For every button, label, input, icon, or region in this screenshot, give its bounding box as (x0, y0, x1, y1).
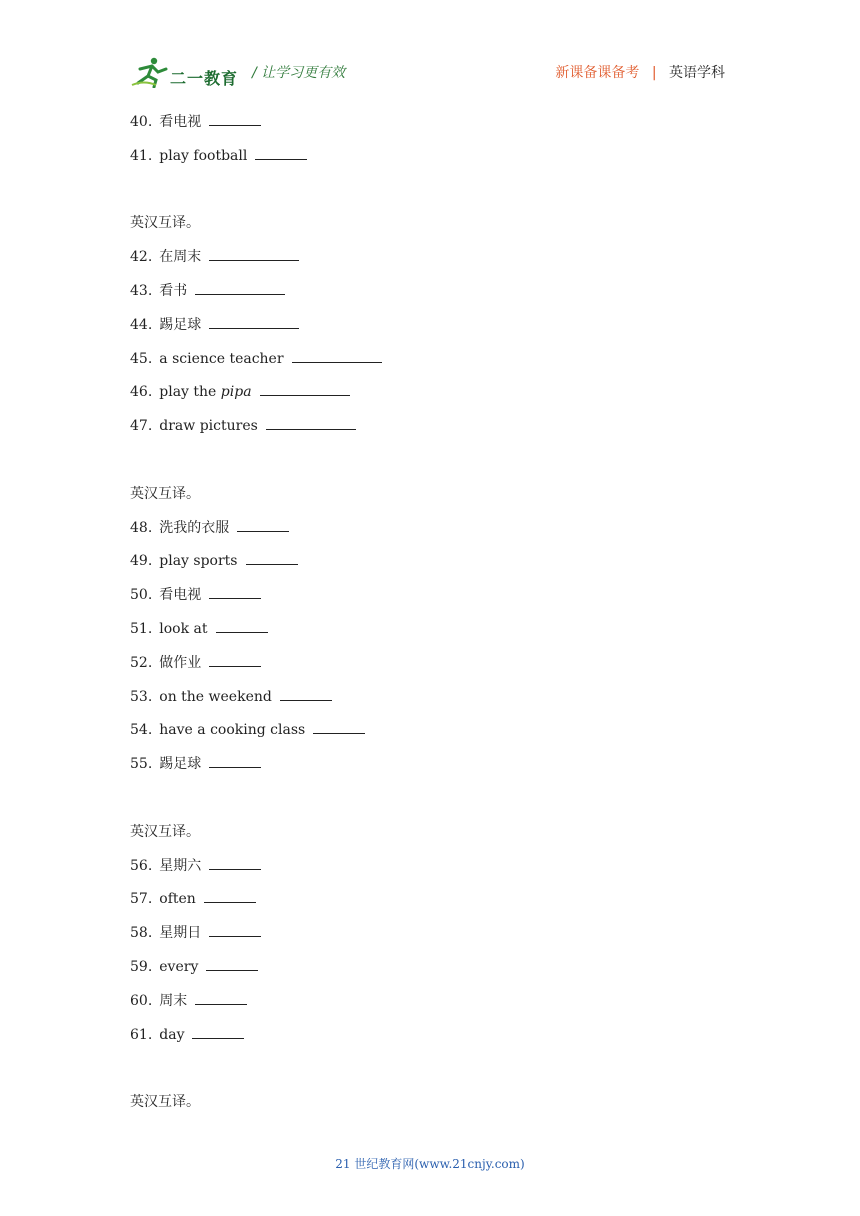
question-item (130, 688, 332, 706)
question-item (130, 755, 261, 773)
question-number: 49. (130, 553, 153, 569)
question-item (130, 113, 261, 131)
question-number: 42. (130, 249, 153, 265)
answer-blank[interactable] (209, 857, 261, 870)
question-number: 48. (130, 520, 153, 536)
question-text-italic: pipa (220, 384, 252, 400)
answer-blank[interactable] (255, 147, 307, 160)
question-text-prefix: play the (159, 384, 221, 400)
answer-blank[interactable] (260, 383, 350, 396)
section-heading: 英汉互译。 (130, 215, 200, 231)
subject-label: 英语学科 (669, 65, 725, 81)
question-text: 星期六 (159, 858, 202, 874)
question-item (130, 417, 356, 435)
section-heading: 英汉互译。 (130, 486, 200, 502)
answer-blank[interactable] (246, 552, 298, 565)
question-number: 54. (130, 722, 153, 738)
logo-text: 二一教育 (170, 69, 239, 88)
question-item (130, 992, 247, 1010)
question-number: 58. (130, 925, 153, 941)
question-text: 洗我的衣服 (159, 520, 230, 536)
answer-blank[interactable] (280, 688, 332, 701)
question-text: have a cooking class (159, 722, 306, 738)
question-item (130, 519, 289, 537)
question-text: look at (159, 621, 208, 637)
answer-blank[interactable] (209, 248, 299, 261)
question-text: on the weekend (159, 689, 272, 705)
question-text: day (159, 1027, 185, 1043)
question-item (130, 857, 261, 875)
answer-blank[interactable] (216, 620, 268, 633)
question-item (130, 958, 258, 976)
answer-blank[interactable] (209, 316, 299, 329)
question-item (130, 248, 299, 266)
question-text (159, 384, 251, 400)
question-number: 59. (130, 959, 153, 975)
question-number: 55. (130, 756, 153, 772)
course-label: 新课备课备考 (555, 65, 640, 81)
question-item (130, 552, 298, 570)
answer-blank[interactable] (209, 654, 261, 667)
header-separator: | (651, 65, 657, 81)
question-text: 做作业 (159, 655, 202, 671)
question-number: 52. (130, 655, 153, 671)
question-number: 50. (130, 587, 153, 603)
answer-blank[interactable] (195, 282, 285, 295)
question-item (130, 890, 256, 908)
question-item (130, 586, 261, 604)
answer-blank[interactable] (237, 519, 289, 532)
question-item (130, 147, 307, 165)
answer-blank[interactable] (209, 586, 261, 599)
question-number: 40. (130, 114, 153, 130)
section-heading: 英汉互译。 (130, 1094, 200, 1110)
answer-blank[interactable] (209, 755, 261, 768)
question-item (130, 721, 365, 739)
page-header (130, 52, 725, 92)
runner-logo-icon (130, 56, 170, 88)
question-text: 看书 (159, 283, 188, 299)
page-footer: 21 世纪教育网(www.21cnjy.com) (335, 1157, 525, 1171)
header-right (555, 62, 725, 82)
question-item (130, 282, 285, 300)
question-text: draw pictures (159, 418, 258, 434)
question-item (130, 1026, 244, 1044)
answer-blank[interactable] (266, 417, 356, 430)
question-number: 43. (130, 283, 153, 299)
answer-blank[interactable] (204, 890, 256, 903)
question-item (130, 654, 261, 672)
question-text: play sports (159, 553, 238, 569)
question-number: 56. (130, 858, 153, 874)
question-number: 61. (130, 1027, 153, 1043)
question-number: 53. (130, 689, 153, 705)
question-number: 60. (130, 993, 153, 1009)
question-number: 41. (130, 148, 153, 164)
question-item (130, 383, 350, 401)
answer-blank[interactable] (209, 924, 261, 937)
slogan: / 让学习更有效 (252, 65, 346, 81)
answer-blank[interactable] (209, 113, 261, 126)
question-text: 看电视 (159, 587, 202, 603)
question-text: 踢足球 (159, 756, 202, 772)
question-text: 星期日 (159, 925, 202, 941)
question-item (130, 350, 382, 368)
question-item (130, 316, 299, 334)
answer-blank[interactable] (206, 958, 258, 971)
answer-blank[interactable] (292, 350, 382, 363)
question-number: 44. (130, 317, 153, 333)
answer-blank[interactable] (195, 992, 247, 1005)
question-text: play football (159, 148, 248, 164)
question-text: 周末 (159, 993, 188, 1009)
question-text: 看电视 (159, 114, 202, 130)
question-number: 51. (130, 621, 153, 637)
answer-blank[interactable] (313, 721, 365, 734)
question-item (130, 924, 261, 942)
logo (130, 56, 242, 88)
question-number: 45. (130, 351, 153, 367)
question-text: often (159, 891, 196, 907)
section-heading: 英汉互译。 (130, 824, 200, 840)
question-text: 在周末 (159, 249, 202, 265)
question-item (130, 620, 268, 638)
question-number: 46. (130, 384, 153, 400)
question-number: 57. (130, 891, 153, 907)
question-text: a science teacher (159, 351, 284, 367)
question-text: every (159, 959, 199, 975)
question-text: 踢足球 (159, 317, 202, 333)
question-number: 47. (130, 418, 153, 434)
answer-blank[interactable] (192, 1026, 244, 1039)
